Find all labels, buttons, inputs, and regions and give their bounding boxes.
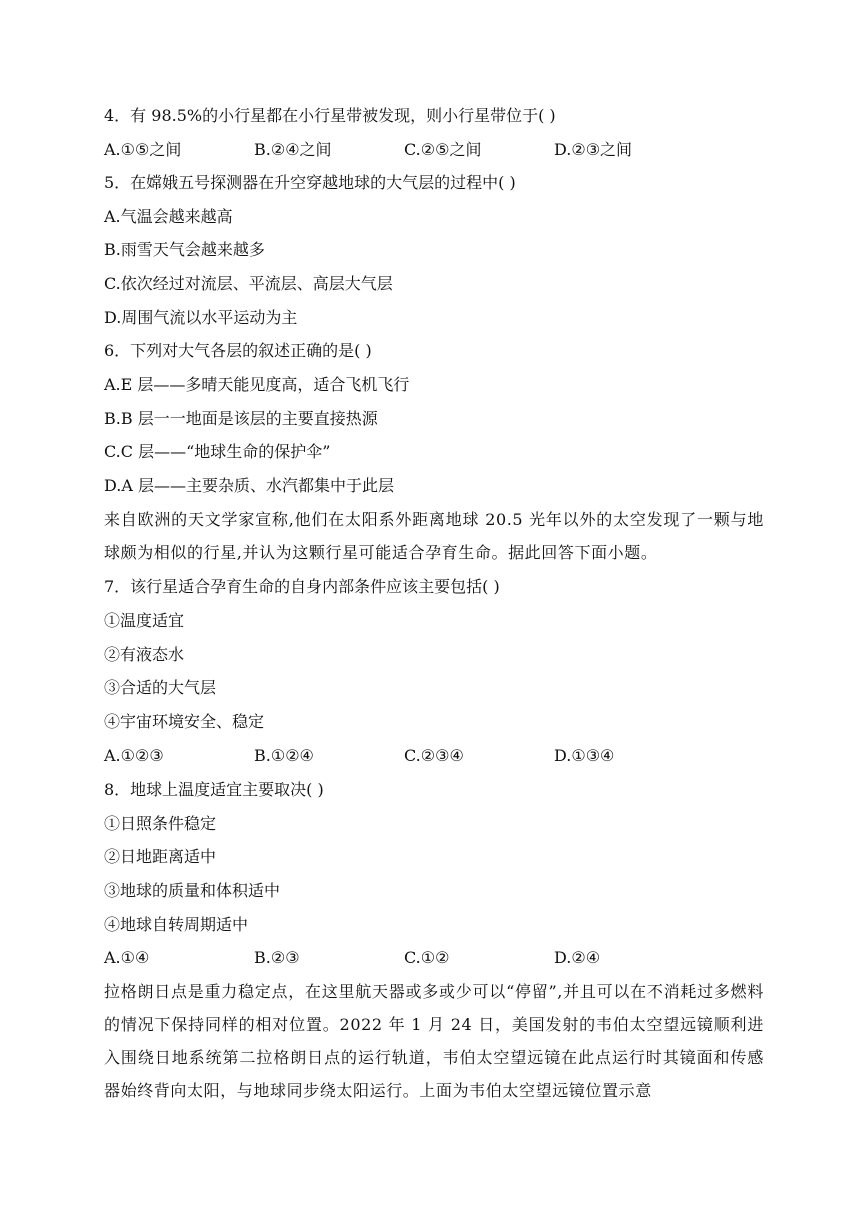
option-c: C.C 层——“地球生命的保护伞” [104, 442, 331, 461]
question-7-stem: 7．该行星适合孕育生命的自身内部条件应该主要包括( ) [104, 577, 500, 596]
statement-item: ②有液态水 [104, 645, 185, 664]
question-7-options [104, 745, 704, 767]
reading-passage: 来自欧洲的天文学家宣称,他们在太阳系外距离地球 20.5 光年以外的太空发现了一颗与地球颇为相似的行星,并认为这颗行星可能适合孕育生命。据此回答下面小题。 [104, 510, 764, 562]
option-d: D.②④ [554, 948, 601, 967]
option-a: A.①④ [104, 948, 150, 967]
statement-item: ②日地距离适中 [104, 847, 217, 866]
statement-item: ④宇宙环境安全、稳定 [104, 712, 265, 731]
question-8-stem: 8．地球上温度适宜主要取决( ) [104, 780, 324, 799]
option-d: D.周围气流以水平运动为主 [104, 308, 298, 327]
option-b: B.雨雪天气会越来越多 [104, 240, 265, 259]
question-4-stem: 4．有 98.5%的小行星都在小行星带被发现，则小行星带位于( ) [104, 106, 556, 125]
question-8-options [104, 947, 704, 969]
option-c: C.依次经过对流层、平流层、高层大气层 [104, 274, 393, 293]
option-d: D.②③之间 [554, 140, 633, 159]
option-a: A.①⑤之间 [104, 140, 182, 159]
option-b: B.B 层一一地面是该层的主要直接热源 [104, 409, 378, 428]
question-6-stem: 6．下列对大气各层的叙述正确的是( ) [104, 341, 372, 360]
option-a: A.E 层——多晴天能见度高，适合飞机飞行 [104, 375, 410, 394]
statement-item: ③地球的质量和体积适中 [104, 881, 281, 900]
option-c: C.①② [404, 948, 450, 967]
option-d: D.①③④ [554, 746, 615, 765]
option-c: C.②⑤之间 [404, 140, 482, 159]
option-b: B.②④之间 [254, 140, 332, 159]
option-b: B.①②④ [254, 746, 314, 765]
statement-item: ①日照条件稳定 [104, 814, 217, 833]
option-d: D.A 层——主要杂质、水汽都集中于此层 [104, 476, 394, 495]
option-b: B.②③ [254, 948, 300, 967]
option-a: A.气温会越来越高 [104, 207, 233, 226]
statement-item: ③合适的大气层 [104, 678, 217, 697]
option-a: A.①②③ [104, 746, 164, 765]
statement-item: ④地球自转周期适中 [104, 915, 249, 934]
reading-passage: 拉格朗日点是重力稳定点，在这里航天器或多或少可以“停留”,并且可以在不消耗过多燃料的情况下保持同样的相对位置。2022 年 1 月 24 日，美国发射的韦伯太空望远镜顺利进入围绕日地系统第二拉格朗日点的运行轨道，韦伯太空望远镜在此点运行时其镜面和传感器始终背向太阳，与地球同步绕太阳运行。上面为韦伯太空望远镜位置示意 [104, 982, 764, 1100]
question-4-options [104, 139, 704, 161]
statement-item: ①温度适宜 [104, 611, 185, 630]
question-5-stem: 5．在嫦娥五号探测器在升空穿越地球的大气层的过程中( ) [104, 173, 516, 192]
option-c: C.②③④ [404, 746, 464, 765]
